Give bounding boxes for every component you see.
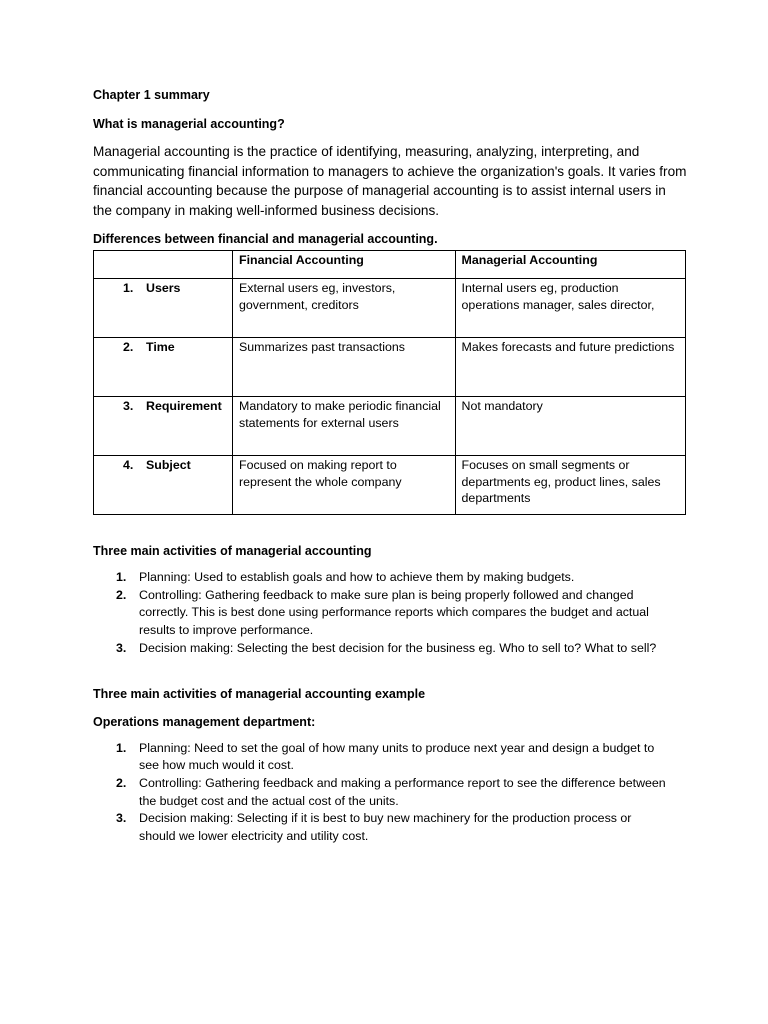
list-item — [93, 740, 693, 775]
financial-cell: External users eg, investors, government, creditors — [233, 279, 456, 338]
list-item — [93, 587, 693, 640]
subheading-operations: Operations management department: — [93, 714, 316, 729]
section-heading-differences: Differences between financial and managerial accounting. — [93, 232, 438, 246]
row-label: Users — [146, 281, 181, 295]
table-row-label-cell — [94, 279, 233, 338]
row-label: Requirement — [146, 399, 222, 413]
list-item-text: Controlling: Gathering feedback to make sure plan is being properly followed and changed correctly. This is best done using performance reports which compares the budget and actual results to improve performance. — [139, 587, 649, 638]
row-number: 4. — [123, 458, 134, 472]
list-item-text: Planning: Need to set the goal of how many units to produce next year and design a budget to see how much would it cost. — [139, 740, 655, 773]
table-header-managerial: Managerial Accounting — [455, 251, 685, 279]
financial-cell: Mandatory to make periodic financial statements for external users — [233, 397, 456, 456]
chapter-title: Chapter 1 summary — [93, 88, 210, 102]
financial-cell: Summarizes past transactions — [233, 338, 456, 397]
activities-list — [93, 569, 693, 658]
list-item-number: 1. — [116, 570, 127, 584]
table-header-empty — [94, 251, 233, 279]
managerial-cell: Internal users eg, production operations manager, sales director, — [455, 279, 685, 338]
list-item-number: 2. — [116, 775, 127, 790]
list-item-text: Planning: Used to establish goals and how to achieve them by making budgets. — [139, 570, 575, 584]
row-number: 3. — [123, 399, 134, 413]
financial-cell: Focused on making report to represent the whole company — [233, 456, 456, 515]
table-header-financial: Financial Accounting — [233, 251, 456, 279]
table-row-label-cell — [94, 456, 233, 515]
table-row-label-cell — [94, 338, 233, 397]
table-row-label-cell — [94, 397, 233, 456]
row-label: Subject — [146, 458, 191, 472]
table-header-row — [94, 251, 686, 279]
table-row — [94, 338, 686, 397]
list-item — [93, 775, 693, 810]
list-item — [93, 569, 693, 587]
section-heading-what-is: What is managerial accounting? — [93, 117, 285, 131]
managerial-cell: Makes forecasts and future predictions — [455, 338, 685, 397]
row-number: 1. — [123, 281, 134, 295]
list-item — [93, 810, 693, 845]
list-item-text: Decision making: Selecting the best decision for the business eg. Who to sell to? What to sell? — [139, 640, 657, 655]
section-heading-activities: Three main activities of managerial accounting — [93, 544, 372, 558]
managerial-cell: Not mandatory — [455, 397, 685, 456]
section-heading-example: Three main activities of managerial accounting example — [93, 686, 426, 701]
row-number: 2. — [123, 340, 134, 354]
list-item-text: Decision making: Selecting if it is best to buy new machinery for the production process or should we lower electricity and utility cost. — [139, 811, 632, 844]
differences-table — [93, 250, 686, 515]
row-label: Time — [146, 340, 175, 354]
list-item — [93, 640, 693, 658]
managerial-cell: Focuses on small segments or departments eg, product lines, sales departments — [455, 456, 685, 515]
example-activities-list — [93, 740, 693, 846]
table-row — [94, 279, 686, 338]
table-row — [94, 456, 686, 515]
intro-paragraph: Managerial accounting is the practice of identifying, measuring, analyzing, interpreting, and communicating financial information to managers to achieve the organization's goals. It varies from financial accounting because the purpose of managerial accounting is to assist internal users in the company in making well-informed business decisions. — [93, 144, 687, 218]
list-item-number: 1. — [116, 740, 127, 755]
list-item-number: 3. — [116, 640, 127, 655]
document-page — [93, 86, 693, 846]
list-item-number: 2. — [116, 587, 127, 602]
list-item-text: Controlling: Gathering feedback and making a performance report to see the difference between the budget cost and the actual cost of the units. — [139, 775, 666, 808]
table-row — [94, 397, 686, 456]
list-item-number: 3. — [116, 811, 127, 826]
